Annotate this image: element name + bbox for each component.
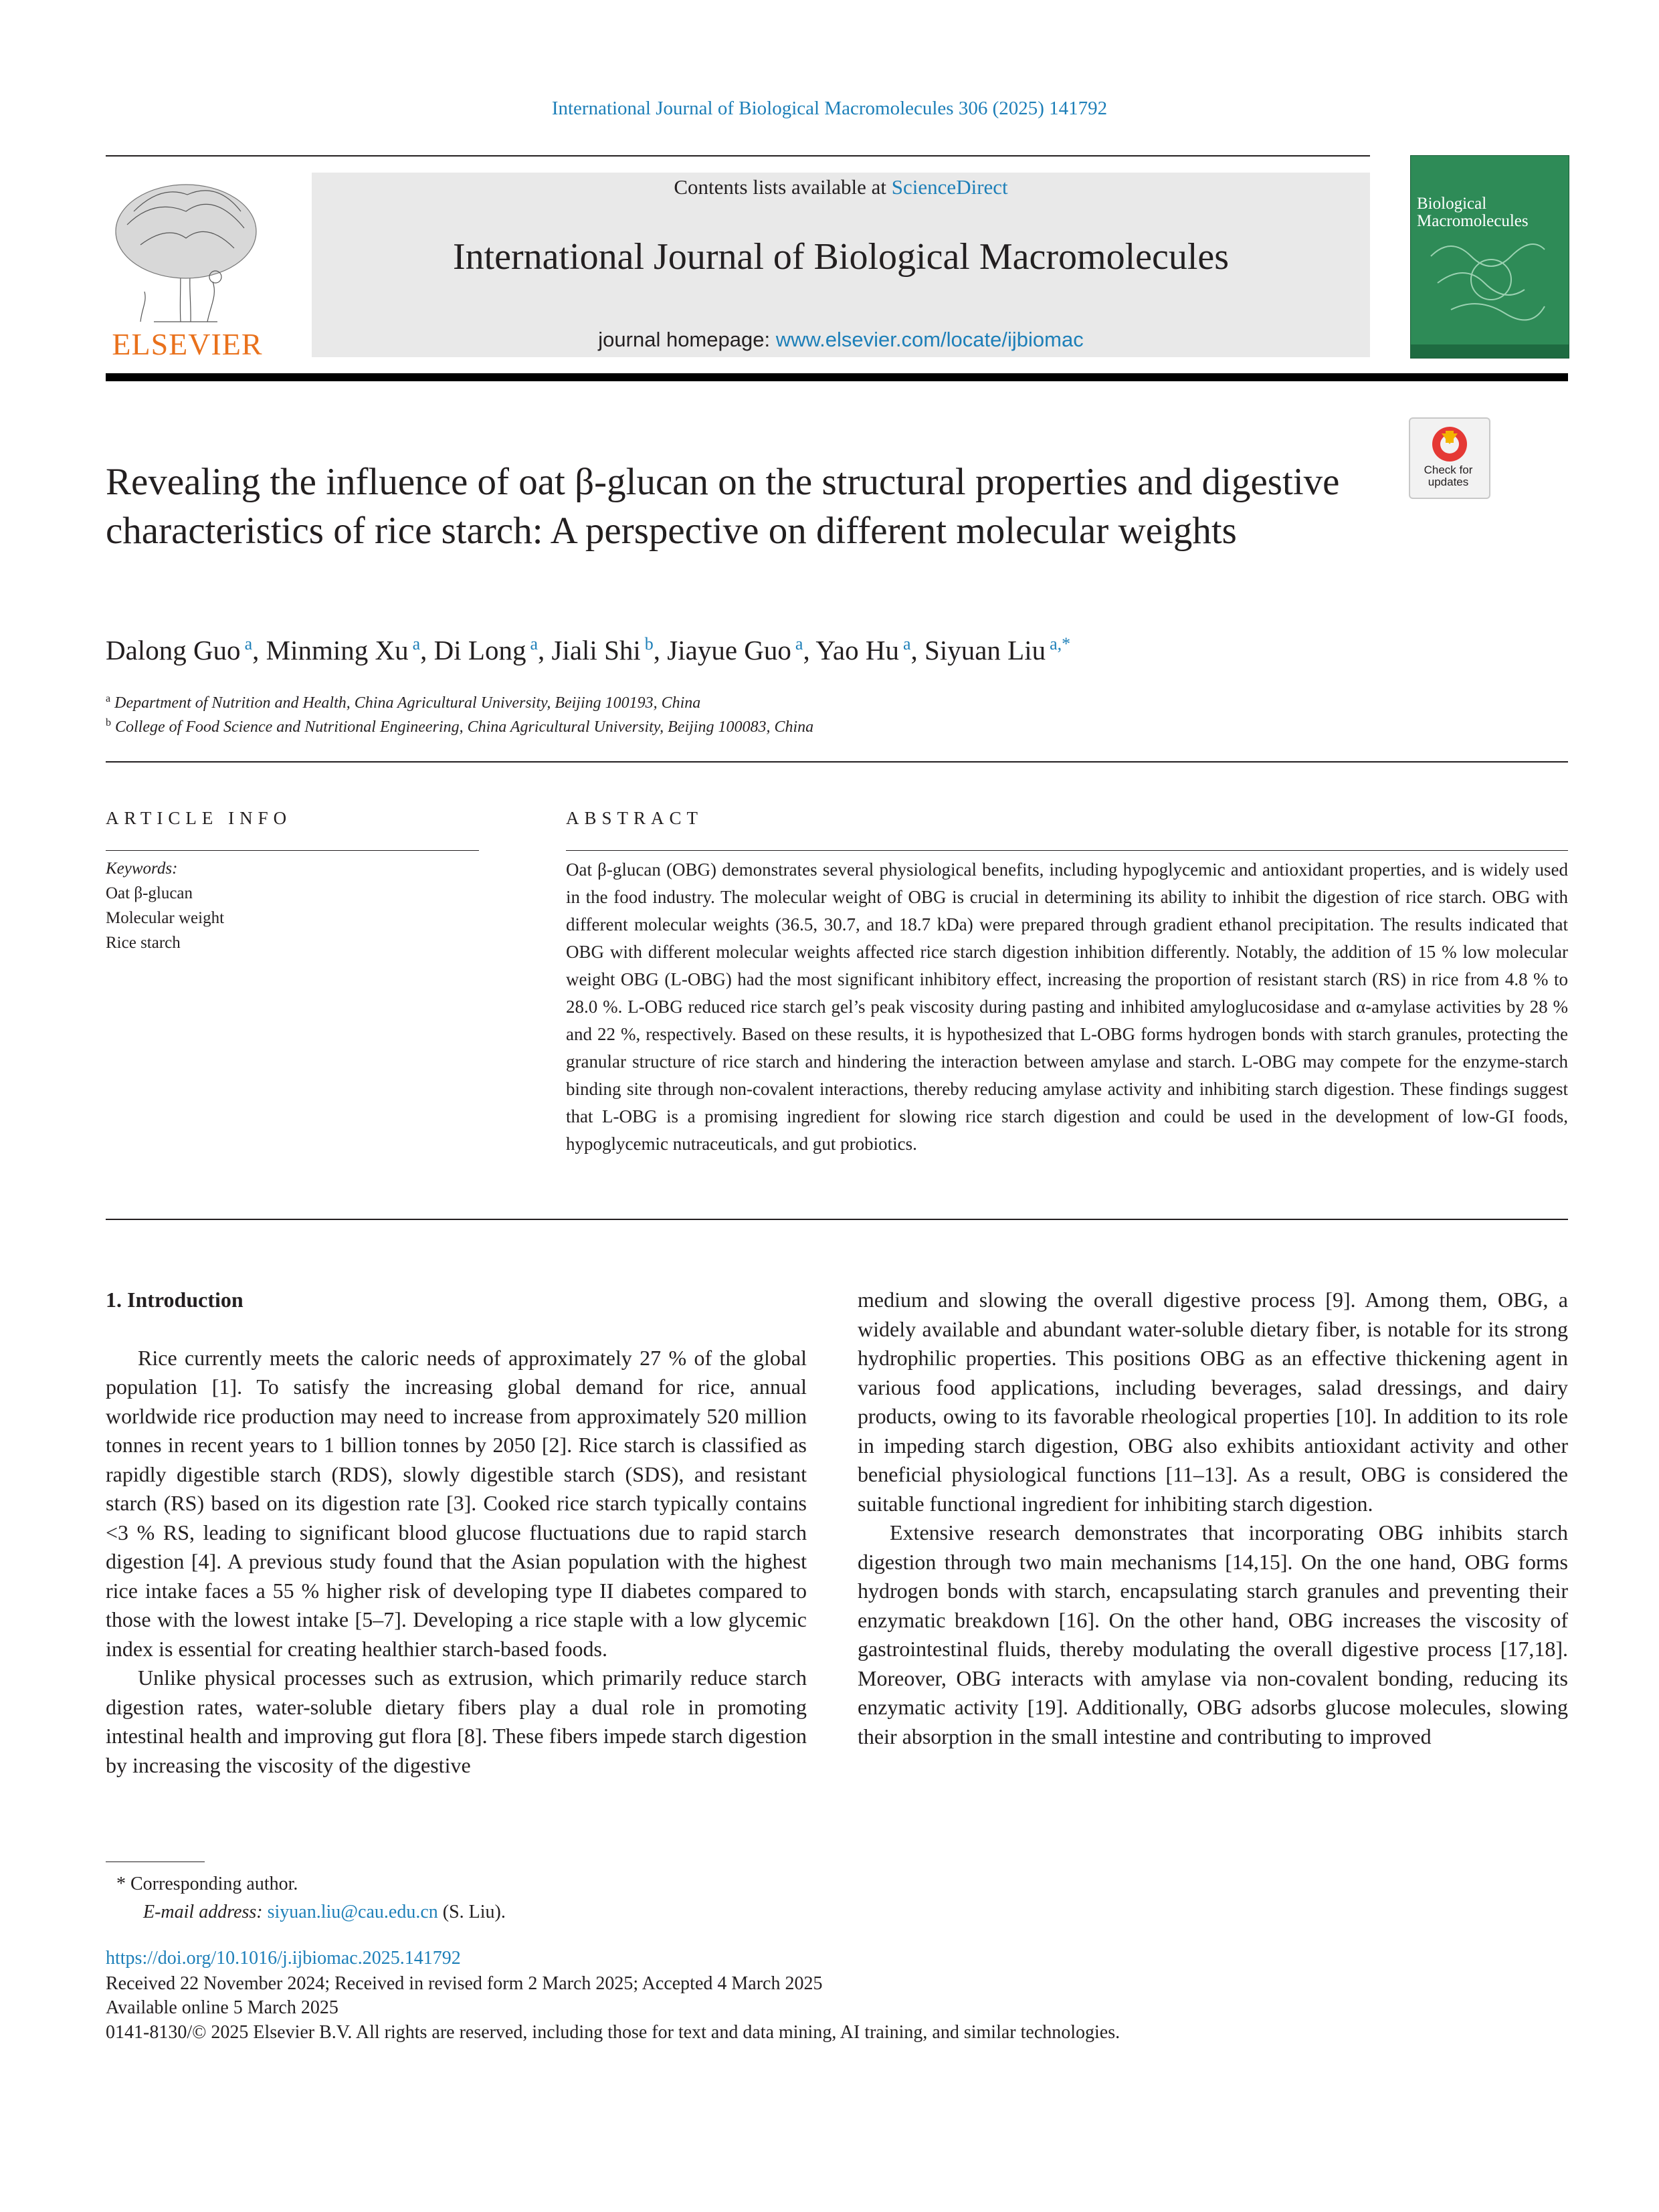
abstract-text: Oat β-glucan (OBG) demonstrates several physiological benefits, including hypoglycemic and antioxidant properties, and is widely used in the food industry. The molecular weight of OBG is crucial in determining its ability to inhibit the digestion of rice starch. OBG with different molecular weights (36.5, 30.7, and 18.7 kDa) were prepared through gradient ethanol precipitation. The results indicated that OBG with different molecular weights affected rice starch digestion inhibition differently. Notably, the addition of 15 % low molecular weight OBG (L-OBG) had the most significant inhibitory effect, increasing the proportion of resistant starch (RS) in rice from 4.8 % to 28.0 %. L-OBG reduced rice starch gel’s peak viscosity during pasting and inhibited amyloglucosidase and α-amylase activities by 28 % and 22 %, respectively. Based on these results, it is hypothesized that L-OBG forms hydrogen bonds with starch granules, protecting the granular structure of rice starch and hindering the interaction between amylase and starch. L-OBG may compete for the enzyme-starch binding site through non-covalent interactions, thereby reducing amylase activity and inhibiting starch digestion. These findings suggest that L-OBG is a promising ingredient for slowing rice starch digestion and could be used in the development of low-GI foods, hypoglycemic nutraceuticals, and gut probiotics. xyxy=(566,860,1568,1154)
available-online: Available online 5 March 2025 xyxy=(106,1997,338,2018)
affiliation-a-label: a xyxy=(106,693,111,704)
author-list: Dalong Guo $^a$, Minming Xu $^a$, Di Long $^a$, Jiali Shi $^b$, Jiayue Guo $^a$, Yao Hu $^a$, Siyuan Liu $^{a,*}$ xyxy=(106,634,1071,666)
author-affiliation-mark[interactable]: a xyxy=(902,634,911,654)
article-info-rule xyxy=(106,850,479,851)
author-name[interactable]: Minming Xu xyxy=(266,635,409,666)
body-column-right xyxy=(858,1286,1568,1751)
author-name[interactable]: Yao Hu xyxy=(815,635,899,666)
author-name[interactable]: Jiayue Guo xyxy=(667,635,791,666)
author-name[interactable]: Jiali Shi xyxy=(551,635,641,666)
abstract-rule xyxy=(566,850,1568,851)
keywords-label: Keywords: xyxy=(106,860,178,878)
copyright-notice: 0141-8130/© 2025 Elsevier B.V. All rights are reserved, including those for text and data mining, AI training, and similar technologies. xyxy=(106,2022,1120,2043)
author-name[interactable]: Di Long xyxy=(433,635,526,666)
homepage-link[interactable]: www.elsevier.com/locate/ijbiomac xyxy=(775,328,1084,351)
affiliation-b xyxy=(106,717,813,736)
body-paragraph: Unlike physical processes such as extrusion, which primarily reduce starch digestion rates, water-soluble dietary fibers play a dual role in promoting intestinal health and improving gut flora [8]. These fibers impede starch digestion by increasing the viscosity of the digestive xyxy=(106,1666,807,1777)
keywords-block xyxy=(106,856,480,955)
author-affiliation-mark[interactable]: b xyxy=(644,634,654,654)
body-paragraph: Rice currently meets the caloric needs of approximately 27 % of the global population [1]. To satisfy the increasing global demand for rice, annual worldwide rice production may need to increase from approximately 520 million tonnes in recent years to 1 billion tonnes by 2050 [2]. Rice starch is classified as rapidly digestible starch (RDS), slowly digestible starch (SDS), and resistant starch (RS) based on its digestion rate [3]. Cooked rice starch typically contains <3 % RS, leading to significant blood glucose fluctuations due to rapid starch digestion [4]. A previous study found that the Asian population with the highest rice intake faces a 55 % higher risk of developing type II diabetes compared to those with the lowest intake [5–7]. Developing a rice staple with a low glycemic index is essential for creating healthier starch-based foods. xyxy=(106,1345,807,1661)
keyword-item: Molecular weight xyxy=(106,909,225,927)
body-paragraph: Extensive research demonstrates that incorporating OBG inhibits starch digestion through two main mechanisms [14,15]. On the one hand, OBG forms hydrogen bonds with starch, encapsulating starch granules and preventing their enzymatic breakdown [16]. On the other hand, OBG increases the viscosity of gastrointestinal fluids, thereby modulating the overall digestive process [17,18]. Moreover, OBG interacts with amylase via non-covalent bonding, reducing its enzymatic activity [19]. Additionally, OBG adsorbs glucose molecules, slowing their absorption in the small intestine and contributing to improved xyxy=(858,1520,1568,1748)
email-link[interactable]: siyuan.liu@cau.edu.cn xyxy=(267,1902,438,1922)
article-info-heading: ARTICLE INFO xyxy=(106,808,292,828)
header-thick-rule xyxy=(106,373,1568,381)
journal-cover-thumbnail[interactable] xyxy=(1410,155,1569,359)
section-rule xyxy=(106,1219,1568,1220)
homepage-line xyxy=(312,328,1370,352)
running-head[interactable]: International Journal of Biological Macromolecules 306 (2025) 141792 xyxy=(551,98,1108,119)
doi-link[interactable]: https://doi.org/10.1016/j.ijbiomac.2025.141792 xyxy=(106,1948,461,1969)
author-affiliation-mark[interactable]: a xyxy=(412,634,421,654)
article-title: Revealing the influence of oat β-glucan on the structural properties and digestive characteristics of rice starch: A perspective on different molecular weights xyxy=(106,461,1340,552)
sciencedirect-link[interactable]: ScienceDirect xyxy=(891,175,1008,199)
author-name[interactable]: Dalong Guo xyxy=(106,635,241,666)
check-for-updates-label: Check for updates xyxy=(1424,464,1473,488)
author-affiliation-mark[interactable]: a xyxy=(795,634,803,654)
journal-title: International Journal of Biological Macromolecules xyxy=(452,236,1230,278)
contents-prefix: Contents lists available at xyxy=(674,175,892,199)
affiliation-a xyxy=(106,693,700,712)
header-rule xyxy=(106,155,1370,157)
elsevier-wordmark: ELSEVIER xyxy=(112,327,263,361)
cover-journal-name: Biological Macromolecules xyxy=(1417,195,1529,231)
body-column-left xyxy=(106,1286,807,1780)
affiliation-b-text: College of Food Science and Nutritional Engineering, China Agricultural University, Beijing 100083, China xyxy=(115,718,814,736)
email-line xyxy=(116,1898,506,1926)
email-suffix: (S. Liu). xyxy=(437,1902,506,1922)
keyword-item: Oat β-glucan xyxy=(106,884,193,902)
author-affiliation-mark[interactable]: a,* xyxy=(1050,634,1071,654)
author-affiliation-mark[interactable]: a xyxy=(530,634,538,654)
section-rule xyxy=(106,761,1568,763)
contents-line xyxy=(312,175,1370,199)
author-name[interactable]: Siyuan Liu xyxy=(924,635,1046,666)
abstract-heading: ABSTRACT xyxy=(566,808,704,828)
corresponding-footnote xyxy=(116,1870,506,1926)
keyword-item: Rice starch xyxy=(106,934,181,952)
email-label: E-mail address: xyxy=(143,1902,268,1922)
affiliation-b-label: b xyxy=(106,717,111,728)
received-dates: Received 22 November 2024; Received in revised form 2 March 2025; Accepted 4 March 2025 xyxy=(106,1973,823,1994)
homepage-prefix: journal homepage: xyxy=(598,328,776,351)
author-affiliation-mark[interactable]: a xyxy=(244,634,253,654)
body-paragraph: medium and slowing the overall digestive process [9]. Among them, OBG, a widely available and abundant water-soluble dietary fiber, is notable for its strong hydrophilic properties. This positions OBG as an effective thickening agent in various food applications, including beverages, salad dressings, and dairy products, owing to its favorable rheological properties [10]. In addition to its role in impeding starch digestion, OBG also exhibits antioxidant activity and other beneficial physiological functions [11–13]. As a result, OBG is considered the suitable functional ingredient for inhibiting starch digestion. xyxy=(858,1288,1568,1516)
affiliation-a-text: Department of Nutrition and Health, China Agricultural University, Beijing 100193, China xyxy=(114,694,701,712)
introduction-heading: 1. Introduction xyxy=(106,1288,243,1312)
corresponding-author-note: * Corresponding author. xyxy=(116,1874,298,1894)
